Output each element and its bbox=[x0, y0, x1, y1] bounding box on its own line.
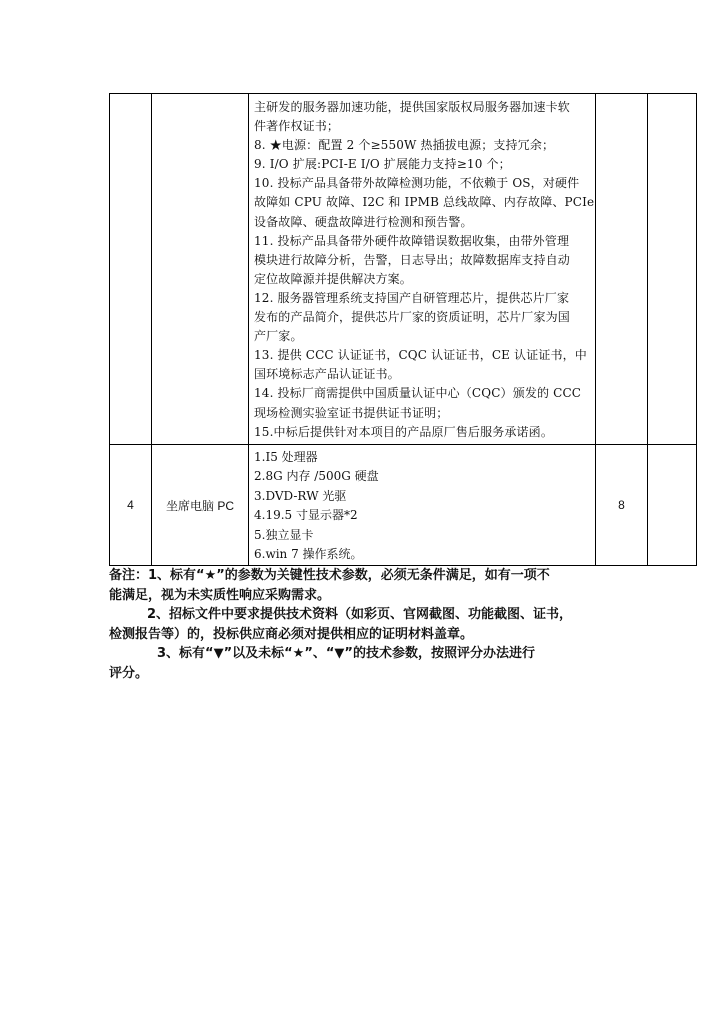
table-row-4 bbox=[110, 445, 697, 566]
spec-line: 13. 提供 CCC 认证证书，CQC 认证证书，CE 认证证书，中 bbox=[254, 348, 587, 363]
spec-line: 国环境标志产品认证证书。 bbox=[254, 367, 400, 382]
remark-line: 2、招标文件中要求提供技术资料（如彩页、官网截图、功能截图、证书， bbox=[147, 607, 573, 622]
spec-line: 14. 投标厂商需提供中国质量认证中心（CQC）颁发的 CCC bbox=[254, 386, 582, 401]
spec-line: 4.19.5 寸显示器*2 bbox=[254, 508, 358, 523]
spec-line: 10. 投标产品具备带外故障检测功能，不依赖于 OS，对硬件 bbox=[254, 176, 580, 191]
table-row-continued bbox=[110, 94, 697, 445]
spec-line: 9. I/O 扩展:PCI-E I/O 扩展能力支持≥10 个； bbox=[254, 157, 511, 172]
spec-line: 设备故障、硬盘故障进行检测和预告警。 bbox=[254, 214, 473, 229]
cell-qty-empty bbox=[596, 94, 648, 445]
item-quantity: 8 bbox=[596, 445, 648, 566]
cell-name-empty bbox=[152, 94, 249, 445]
spec-line: 主研发的服务器加速功能，提供国家版权局服务器加速卡软 bbox=[254, 100, 570, 114]
spec-line: 定位故障源并提供解决方案。 bbox=[254, 271, 412, 286]
cell-spec-row4 bbox=[249, 445, 596, 566]
spec-line: 15.中标后提供针对本项目的产品原厂售后服务承诺函。 bbox=[254, 424, 553, 439]
remark-line: 评分。 bbox=[109, 665, 149, 681]
cell-index-empty bbox=[110, 94, 152, 445]
spec-line: 1.I5 处理器 bbox=[254, 450, 318, 464]
spec-line: 件著作权证书； bbox=[254, 119, 340, 134]
remark-line: 3、标有“▼”以及未标“★”、“▼”的技术参数，按照评分办法进行 bbox=[157, 646, 535, 661]
item-name: 坐席电脑 PC bbox=[152, 445, 249, 566]
spec-line: 发布的产品简介，提供芯片厂家的资质证明，芯片厂家为国 bbox=[254, 310, 570, 325]
spec-line: 现场检测实验室证书提供证书证明； bbox=[254, 405, 449, 420]
spec-line: 6.win 7 操作系统。 bbox=[254, 547, 363, 562]
spec-line: 模块进行故障分析，告警，日志导出；故障数据库支持自动 bbox=[254, 252, 570, 267]
cell-spec-continued bbox=[249, 94, 596, 445]
row-index: 4 bbox=[110, 445, 152, 566]
cell-note-empty bbox=[648, 94, 697, 445]
spec-line: 故障如 CPU 故障、I2C 和 IPMB 总线故障、内存故障、PCIe bbox=[254, 195, 595, 210]
spec-line: 8. ★电源：配置 2 个≥550W 热插拔电源；支持冗余； bbox=[254, 138, 555, 153]
spec-line: 产厂家。 bbox=[254, 329, 303, 344]
spec-table bbox=[109, 93, 697, 566]
spec-line: 12. 服务器管理系统支持国产自研管理芯片，提供芯片厂家 bbox=[254, 290, 570, 305]
spec-line: 5.独立显卡 bbox=[254, 527, 314, 542]
remark-line: 能满足，视为未实质性响应采购需求。 bbox=[109, 587, 331, 603]
spec-line: 2.8G 内存 /500G 硬盘 bbox=[254, 469, 379, 484]
remark-line: 备注：1、标有“★”的参数为关键性技术参数，必须无条件满足，如有一项不 bbox=[109, 568, 550, 583]
cell-note-empty bbox=[648, 445, 697, 566]
spec-line: 11. 投标产品具备带外硬件故障错误数据收集，由带外管理 bbox=[254, 233, 570, 248]
remark-line: 检测报告等）的，投标供应商必须对提供相应的证明材料盖章。 bbox=[109, 626, 474, 642]
spec-line: 3.DVD-RW 光驱 bbox=[254, 488, 347, 503]
remarks bbox=[109, 566, 619, 683]
